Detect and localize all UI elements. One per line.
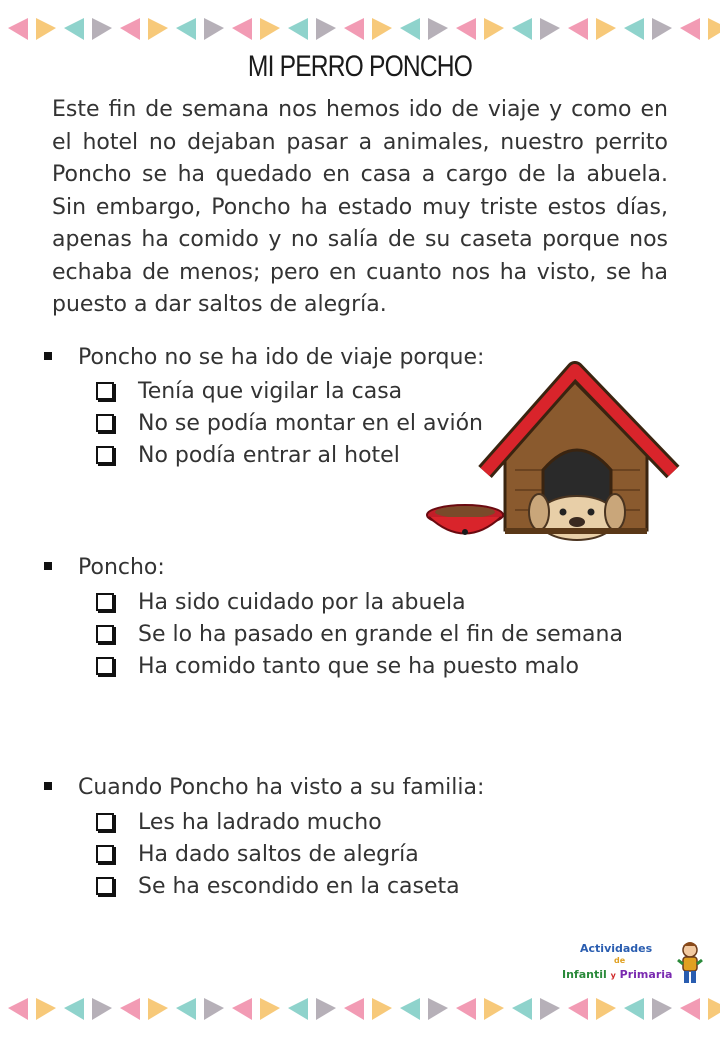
question-2 <box>44 555 165 580</box>
checkbox-icon[interactable] <box>96 657 114 675</box>
top-bunting-decoration <box>0 14 720 44</box>
doghouse-illustration <box>425 360 705 550</box>
question-1-prompt: Poncho no se ha ido de viaje porque: <box>78 345 485 370</box>
option-item[interactable]: Se lo ha pasado en grande el fin de semana <box>96 618 623 650</box>
bunting-flag <box>456 998 476 1020</box>
bunting-flag <box>512 998 532 1020</box>
logo-line-1: Actividades <box>580 942 653 955</box>
bunting-flag <box>204 998 224 1020</box>
checkbox-icon[interactable] <box>96 845 114 863</box>
checkbox-icon[interactable] <box>96 446 114 464</box>
bunting-flag <box>36 998 56 1020</box>
option-item[interactable]: Les ha ladrado mucho <box>96 806 460 838</box>
bullet-icon <box>44 562 52 570</box>
child-figure-icon <box>674 940 706 986</box>
bunting-flag <box>316 18 336 40</box>
bunting-flag <box>624 998 644 1020</box>
bunting-flag <box>64 998 84 1020</box>
bullet-icon <box>44 352 52 360</box>
bunting-flag <box>568 18 588 40</box>
bunting-flag <box>120 18 140 40</box>
checkbox-icon[interactable] <box>96 813 114 831</box>
bunting-flag <box>624 18 644 40</box>
bunting-flag <box>92 18 112 40</box>
bunting-flag <box>540 998 560 1020</box>
bunting-flag <box>148 18 168 40</box>
bunting-flag <box>680 18 700 40</box>
option-item[interactable]: No se podía montar en el avión <box>96 407 483 439</box>
checkbox-icon[interactable] <box>96 625 114 643</box>
bunting-flag <box>484 18 504 40</box>
question-2-options <box>96 586 623 682</box>
bunting-flag <box>260 998 280 1020</box>
checkbox-icon[interactable] <box>96 877 114 895</box>
bunting-flag <box>372 18 392 40</box>
publisher-logo <box>562 940 712 986</box>
bunting-flag <box>652 18 672 40</box>
bunting-flag <box>176 998 196 1020</box>
bunting-flag <box>512 18 532 40</box>
option-item[interactable]: Ha sido cuidado por la abuela <box>96 586 623 618</box>
question-1 <box>44 345 484 370</box>
option-item[interactable]: Se ha escondido en la caseta <box>96 870 460 902</box>
bunting-flag <box>288 18 308 40</box>
bunting-flag <box>36 18 56 40</box>
bunting-flag <box>8 18 28 40</box>
page-title: MI PERRO PONCHO <box>247 50 473 83</box>
option-item[interactable]: Tenía que vigilar la casa <box>96 375 483 407</box>
bunting-flag <box>344 998 364 1020</box>
bunting-flag <box>204 18 224 40</box>
logo-line-2: de <box>614 956 626 965</box>
bunting-flag <box>260 18 280 40</box>
question-3 <box>44 775 484 800</box>
bunting-flag <box>232 18 252 40</box>
bunting-flag <box>120 998 140 1020</box>
bunting-flag <box>484 998 504 1020</box>
bunting-flag <box>596 18 616 40</box>
bunting-flag <box>400 18 420 40</box>
bunting-flag <box>428 998 448 1020</box>
bunting-flag <box>148 998 168 1020</box>
bunting-flag <box>708 18 720 40</box>
bunting-flag <box>540 18 560 40</box>
checkbox-icon[interactable] <box>96 382 114 400</box>
question-2-prompt: Poncho: <box>78 555 165 580</box>
checkbox-icon[interactable] <box>96 414 114 432</box>
bunting-flag <box>400 998 420 1020</box>
bunting-flag <box>652 998 672 1020</box>
bunting-flag <box>8 998 28 1020</box>
dog-bowl-illustration <box>427 505 503 535</box>
option-item[interactable]: Ha dado saltos de alegría <box>96 838 460 870</box>
bunting-flag <box>316 998 336 1020</box>
bunting-flag <box>92 998 112 1020</box>
logo-line-3: Infantil y Primaria <box>562 968 673 981</box>
bunting-flag <box>568 998 588 1020</box>
story-paragraph: Este fin de semana nos hemos ido de viaje y como en el hotel no dejaban pasar a animales, nuestro perrito Poncho se ha quedado en casa a cargo de la abuela. Sin embargo, Poncho ha estado muy triste estos días, apenas ha comido y no salía de su caseta porque nos echaba de menos; pero en cuanto nos ha visto, se ha puesto a dar saltos de alegría. <box>52 97 668 317</box>
bunting-flag <box>596 998 616 1020</box>
question-3-prompt: Cuando Poncho ha visto a su familia: <box>78 775 485 800</box>
bunting-flag <box>176 18 196 40</box>
bunting-flag <box>456 18 476 40</box>
bunting-flag <box>232 998 252 1020</box>
question-3-options <box>96 806 460 902</box>
bunting-flag <box>708 998 720 1020</box>
checkbox-icon[interactable] <box>96 593 114 611</box>
bunting-flag <box>64 18 84 40</box>
bunting-flag <box>344 18 364 40</box>
bullet-icon <box>44 782 52 790</box>
option-item[interactable]: No podía entrar al hotel <box>96 439 483 471</box>
bunting-flag <box>372 998 392 1020</box>
bunting-flag <box>428 18 448 40</box>
bottom-bunting-decoration <box>0 994 720 1024</box>
bunting-flag <box>288 998 308 1020</box>
bunting-flag <box>680 998 700 1020</box>
option-item[interactable]: Ha comido tanto que se ha puesto malo <box>96 650 623 682</box>
